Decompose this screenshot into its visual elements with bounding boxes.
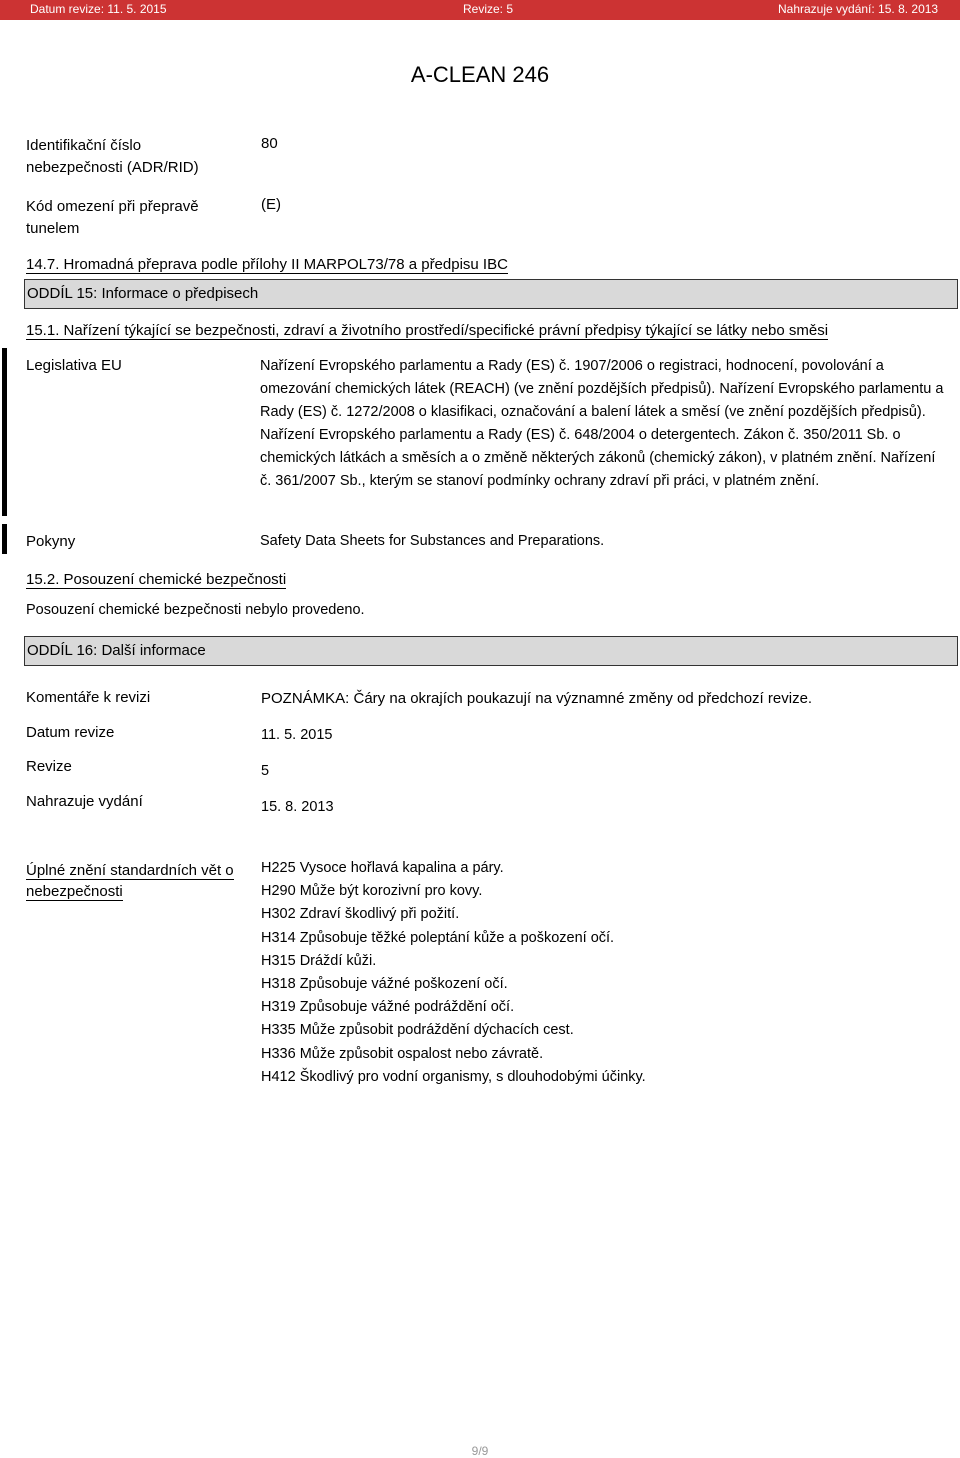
guidance-text: Safety Data Sheets for Substances and Preparations. — [260, 533, 605, 549]
hazard-statements-label: Úplné znění standardních vět o nebezpečnosti — [26, 862, 234, 900]
section-16-header: ODDÍL 16: Další informace — [24, 636, 958, 666]
document-title: A-CLEAN 246 — [410, 62, 550, 87]
list-item: H318 Způsobuje vážné poškození očí. — [261, 976, 508, 993]
section-15-1-heading: 15.1. Nařízení týkající se bezpečnosti, zdraví a životního prostředí/specifické právní předpisy týkající se látky nebo směsi — [26, 322, 829, 339]
tunnel-code-value: (E) — [261, 196, 281, 213]
eu-legislation-text: Nařízení Evropského parlamentu a Rady (ES) č. 1907/2006 o registraci, hodnocení, povolování a omezování chemických látek (REACH) (ve znění pozdějších předpisů). Nařízení Evropského parlamentu a Rady (ES) č. 1272/2008 o klasifikaci, označování a balení látek a směsí (ve znění pozdějších předpisů). Nařízení Evropského parlamentu a Rady (ES) č. 648/2004 o detergentech. Zákon č. 350/2011 Sb. o chemických látkách a směsích a o změně některých zákonů (chemický zákon), v platném znění. Nařízení č. 361/2007 Sb., kterým se stanoví podmínky ochrany zdraví při práci, v platném znění. — [260, 358, 944, 489]
revision-comments-label: Komentáře k revizi — [26, 689, 151, 706]
list-item: H335 Může způsobit podráždění dýchacích cest. — [261, 1022, 574, 1039]
list-item: H225 Vysoce hořlavá kapalina a páry. — [261, 860, 504, 876]
list-item: H314 Způsobuje těžké poleptání kůže a poškození očí. — [261, 929, 615, 946]
chemical-safety-text: Posouzení chemické bezpečnosti nebylo provedeno. — [26, 602, 365, 618]
supersedes-label: Nahrazuje vydání — [26, 793, 143, 810]
document-header-bar — [0, 0, 960, 20]
list-item: H319 Způsobuje vážné podráždění očí. — [261, 999, 515, 1016]
hazard-id-label: Identifikační číslo nebezpečnosti (ADR/RID) — [26, 137, 199, 176]
supersedes-value: 15. 8. 2013 — [261, 799, 334, 815]
list-item: H290 Může být korozivní pro kovy. — [261, 883, 483, 900]
header-revision-date: Datum revize: 11. 5. 2015 — [30, 2, 167, 16]
change-bar — [2, 524, 7, 554]
list-item: H412 Škodlivý pro vodní organismy, s dlouhodobými účinky. — [261, 1068, 646, 1085]
header-supersedes: Nahrazuje vydání: 15. 8. 2013 — [778, 2, 939, 16]
bulk-transport-heading: 14.7. Hromadná přeprava podle přílohy II MARPOL73/78 a předpisu IBC — [26, 256, 508, 273]
revision-value: 5 — [261, 763, 270, 779]
tunnel-code-label: Kód omezení při přepravě tunelem — [26, 198, 199, 237]
list-item: H302 Zdraví škodlivý při požití. — [261, 906, 460, 923]
eu-legislation-label: Legislativa EU — [26, 357, 122, 374]
header-revision: Revize: 5 — [463, 2, 514, 16]
page-number: 9/9 — [471, 1444, 489, 1458]
section-15-2-heading: 15.2. Posouzení chemické bezpečnosti — [26, 571, 287, 588]
revision-date-label: Datum revize — [26, 724, 115, 741]
revision-date-value: 11. 5. 2015 — [261, 727, 333, 743]
revision-comments-text: POZNÁMKA: Čáry na okrajích poukazují na významné změny od předchozí revize. — [261, 690, 813, 707]
section-15-header: ODDÍL 15: Informace o předpisech — [24, 279, 958, 309]
list-item: H315 Dráždí kůži. — [261, 952, 377, 969]
hazard-statements-list — [261, 857, 646, 1089]
guidance-label: Pokyny — [26, 533, 76, 550]
hazard-id-value: 80 — [261, 135, 278, 152]
list-item: H336 Může způsobit ospalost nebo závratě. — [261, 1045, 544, 1062]
change-bar — [2, 348, 7, 516]
revision-label: Revize — [26, 758, 72, 775]
